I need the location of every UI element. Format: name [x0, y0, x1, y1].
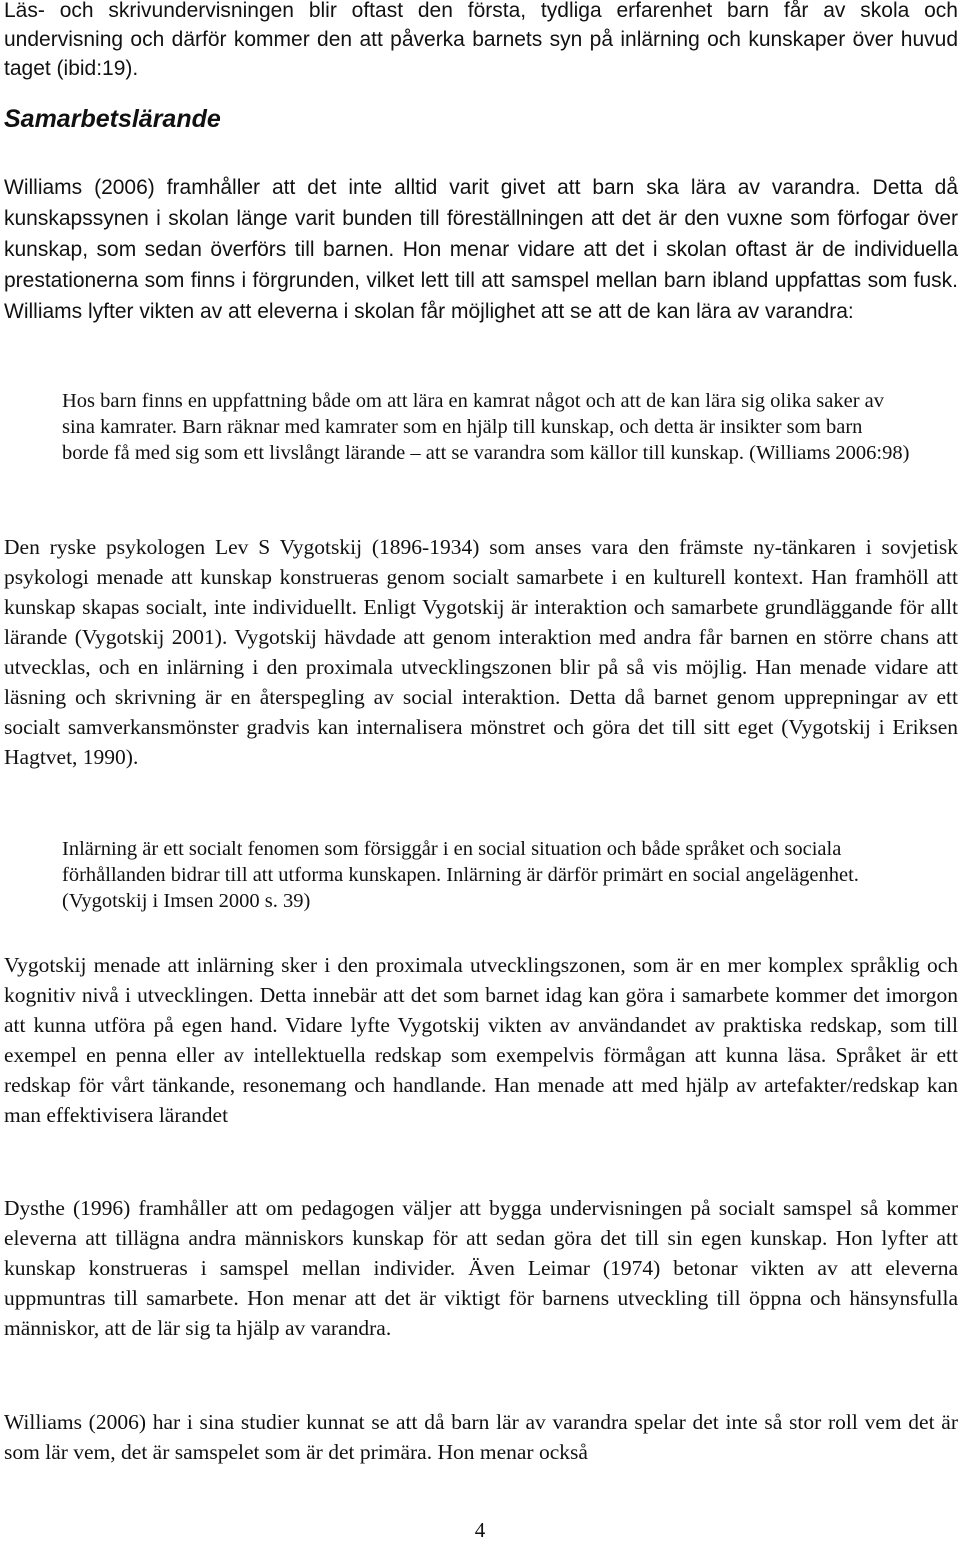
paragraph-dysthe: Dysthe (1996) framhåller att om pedagogen väljer att bygga undervisningen på socialt samspel så kommer eleverna att tillägna andra människors kunskap för att sedan göra det till sin egen kunskap. Hon lyfter att kunskap konstrueras i samspel mellan individer. Även Leimar (1974) betonar vikten av att eleverna uppmuntras till samarbete. Hon menar att det är viktigt för barnens utveckling till öppna och hänsynsfulla människor, att de lär sig ta hjälp av varandra.: [4, 1196, 958, 1340]
paragraph-vygotskij: Den ryske psykologen Lev S Vygotskij (1896-1934) som anses vara den främste ny-tänkaren i sovjetisk psykologi menade att kunskap konstrueras genom socialt samarbete i en kulturell kontext. Han framhöll att kunskap skapas socialt, inte individuellt. Enligt Vygotskij är interaktion och samarbete grundläggande för allt lärande (Vygotskij 2001). Vygotskij hävdade att genom interaktion med andra får barnen en större chans att utvecklas, och en inlärning i den proximala utvecklingszonen blir på så vis möjlig. Han menade vidare att läsning och skrivning är en återspegling av social interaktion. Detta då barnet genom upprepningar av ett socialt samverkansmönster gradvis kan internalisera mönstret och göra det till sitt eget (Vygotskij i Eriksen Hagtvet, 1990).: [4, 535, 958, 769]
block-quote-williams: Hos barn finns en uppfattning både om att lära en kamrat något och att de kan lära sig olika saker av sina kamrater. Barn räknar med kamrater som en hjälp till kunskap, och detta är insikter som barn borde få med sig som ett livslångt lärande – att se varandra som källor till kunskap. (Williams 2006:98): [62, 390, 910, 464]
page-number: 4: [474, 1518, 486, 1542]
paragraph-proximal-zone: Vygotskij menade att inlärning sker i den proximala utvecklingszonen, som är en mer komplex språklig och kognitiv nivå i utvecklingen. Detta innebär att det som barnet idag kan göra i samarbete kommer det imorgon att kunna utföra på egen hand. Vidare lyfte Vygotskij vikten av användandet av praktiska redskap, som till exempel en penna eller av intellektuella redskap som exempelvis förmågan att kunna läsa. Språket är ett redskap för vårt tänkande, resonemang och handlande. Han menade att med hjälp av artefakter/redskap kan man effektivisera lärandet: [4, 953, 958, 1127]
block-quote-vygotskij: Inlärning är ett socialt fenomen som försiggår i en social situation och både språket och sociala förhållanden bidrar till att utforma kunskapen. Inlärning är därför primärt en social angelägenhet. (Vygotskij i Imsen 2000 s. 39): [62, 838, 859, 912]
paragraph-williams-studies: Williams (2006) har i sina studier kunnat se att då barn lär av varandra spelar det inte så stor roll vem det är som lär vem, det är samspelet som är det primära. Hon menar också: [4, 1410, 958, 1464]
paragraph-williams: Williams (2006) framhåller att det inte alltid varit givet att barn ska lära av varandra. Detta då kunskapssynen i skolan länge varit bunden till föreställningen att det är den vuxne som förfogar över kunskap, som sedan överförs till barnen. Hon menar vidare att det i skolan oftast är de individuella prestationerna som finns i förgrunden, vilket lett till att samspel mellan barn ibland uppfattas som fusk. Williams lyfter vikten av att eleverna i skolan får möjlighet att se att de kan lära av varandra:: [4, 176, 958, 323]
section-heading: Samarbetslärande: [4, 105, 221, 133]
paragraph-intro: Läs- och skrivundervisningen blir oftast den första, tydliga erfarenhet barn får av skola och undervisning och därför kommer den att påverka barnets syn på inlärning och kunskaper över huvud taget (ibid:19).: [4, 0, 958, 80]
